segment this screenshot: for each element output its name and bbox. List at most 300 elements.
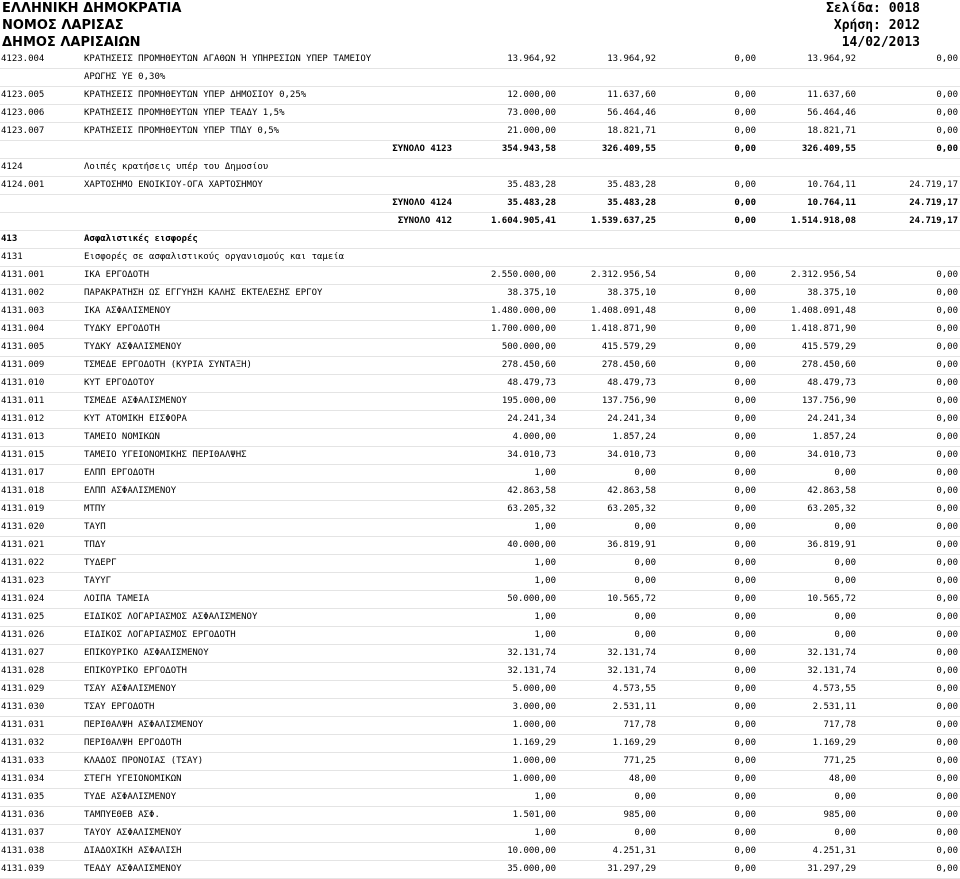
amount-certified: 1.857,24 [612, 432, 656, 442]
amount-col3: 0,00 [734, 486, 756, 496]
amount-budgeted: 21.000,00 [507, 126, 556, 136]
table-row [0, 789, 960, 807]
account-description: ΤΣΜΕΔΕ ΑΣΦΑΛΙΣΜΕΝΟΥ [84, 396, 187, 406]
amount-budgeted: 1,00 [534, 828, 556, 838]
account-description: ΤΥΔΚΥ ΑΣΦΑΛΙΣΜΕΝΟΥ [84, 342, 182, 352]
table-row [0, 699, 960, 717]
amount-paid: 1.418.871,90 [790, 324, 856, 334]
account-code: 4123.005 [1, 90, 45, 100]
amount-certified: 4.251,31 [612, 846, 656, 856]
account-code: 4131.036 [1, 810, 45, 820]
total-label: ΣΥΝΟΛΟ 4124 [392, 198, 452, 208]
amount-remaining: 0,00 [936, 684, 958, 694]
table-row [0, 591, 960, 609]
account-code: 4131.038 [1, 846, 45, 856]
amount-certified: 34.010,73 [607, 450, 656, 460]
account-code: 4131.026 [1, 630, 45, 640]
amount-certified: 18.821,71 [607, 126, 656, 136]
amount-budgeted: 1.604.905,41 [490, 216, 556, 226]
amount-col3: 0,00 [734, 774, 756, 784]
amount-remaining: 0,00 [936, 486, 958, 496]
amount-remaining: 0,00 [936, 144, 958, 154]
header-line-2 [0, 17, 960, 34]
amount-paid: 31.297,29 [807, 864, 856, 874]
amount-budgeted: 42.863,58 [507, 486, 556, 496]
table-row [0, 573, 960, 591]
amount-certified: 42.863,58 [607, 486, 656, 496]
account-code: 4131.015 [1, 450, 45, 460]
account-description: ΤΣΜΕΔΕ ΕΡΓΟΔΟΤΗ (ΚΥΡΙΑ ΣΥΝΤΑΞΗ) [84, 360, 252, 370]
amount-remaining: 24.719,17 [909, 216, 958, 226]
amount-certified: 2.312.956,54 [590, 270, 656, 280]
table-row [0, 267, 960, 285]
amount-col3: 0,00 [734, 144, 756, 154]
table-row [0, 807, 960, 825]
amount-certified: 38.375,10 [607, 288, 656, 298]
table-row [0, 681, 960, 699]
group-row [0, 159, 960, 177]
table-row [0, 771, 960, 789]
amount-budgeted: 1.169,29 [512, 738, 556, 748]
amount-certified: 1.539.637,25 [590, 216, 656, 226]
continuation-row [0, 69, 960, 87]
amount-paid: 1.514.918,08 [790, 216, 856, 226]
amount-paid: 32.131,74 [807, 648, 856, 658]
table-row [0, 105, 960, 123]
amount-paid: 48,00 [828, 774, 856, 784]
total-label: ΣΥΝΟΛΟ 4123 [392, 144, 452, 154]
table-row [0, 609, 960, 627]
table-row [0, 843, 960, 861]
account-description: ΤΑΜΕΙΟ ΝΟΜΙΚΩΝ [84, 432, 160, 442]
amount-paid: 0,00 [834, 630, 856, 640]
amount-budgeted: 35.000,00 [507, 864, 556, 874]
amount-remaining: 0,00 [936, 846, 958, 856]
account-description: ΜΤΠΥ [84, 504, 106, 514]
amount-col3: 0,00 [734, 738, 756, 748]
amount-budgeted: 50.000,00 [507, 594, 556, 604]
amount-col3: 0,00 [734, 90, 756, 100]
amount-paid: 985,00 [823, 810, 856, 820]
amount-budgeted: 1.700.000,00 [490, 324, 556, 334]
account-code: 4131.011 [1, 396, 45, 406]
amount-budgeted: 1.480.000,00 [490, 306, 556, 316]
account-description: ΕΛΠΠ ΕΡΓΟΔΟΤΗ [84, 468, 155, 478]
amount-budgeted: 1,00 [534, 558, 556, 568]
account-code: 4131.032 [1, 738, 45, 748]
amount-col3: 0,00 [734, 180, 756, 190]
account-description: ΤΑΥΠ [84, 522, 106, 532]
amount-remaining: 0,00 [936, 864, 958, 874]
account-description: ΤΠΔΥ [84, 540, 106, 550]
account-description: ΧΑΡΤΟΣΗΜΟ ΕΝΟΙΚΙΟΥ-ΟΓΑ ΧΑΡΤΟΣΗΜΟΥ [84, 180, 263, 190]
amount-budgeted: 35.483,28 [507, 180, 556, 190]
amount-col3: 0,00 [734, 54, 756, 64]
amount-col3: 0,00 [734, 504, 756, 514]
amount-certified: 985,00 [623, 810, 656, 820]
header-line-1 [0, 0, 960, 17]
amount-remaining: 0,00 [936, 720, 958, 730]
amount-remaining: 24.719,17 [909, 180, 958, 190]
amount-paid: 10.764,11 [807, 180, 856, 190]
amount-certified: 2.531,11 [612, 702, 656, 712]
table-row [0, 285, 960, 303]
amount-col3: 0,00 [734, 432, 756, 442]
amount-certified: 4.573,55 [612, 684, 656, 694]
amount-paid: 771,25 [823, 756, 856, 766]
table-row [0, 735, 960, 753]
amount-budgeted: 1,00 [534, 576, 556, 586]
amount-col3: 0,00 [734, 522, 756, 532]
amount-col3: 0,00 [734, 288, 756, 298]
amount-paid: 137.756,90 [801, 396, 856, 406]
account-code: 4131.009 [1, 360, 45, 370]
amount-paid: 56.464,46 [807, 108, 856, 118]
amount-remaining: 0,00 [936, 540, 958, 550]
account-description: ΚΡΑΤΗΣΕΙΣ ΠΡΟΜΗΘΕΥΤΩΝ ΑΓΑΘΩΝ Ή ΥΠΗΡΕΣΙΩΝ ΥΠΕΡ ΤΑΜΕΙΟΥ [84, 54, 372, 64]
table-row [0, 861, 960, 879]
section-row [0, 231, 960, 249]
amount-col3: 0,00 [734, 576, 756, 586]
amount-paid: 42.863,58 [807, 486, 856, 496]
table-row [0, 555, 960, 573]
amount-remaining: 0,00 [936, 414, 958, 424]
table-row [0, 303, 960, 321]
account-description: ΕΛΠΠ ΑΣΦΑΛΙΣΜΕΝΟΥ [84, 486, 177, 496]
amount-remaining: 0,00 [936, 396, 958, 406]
amount-col3: 0,00 [734, 558, 756, 568]
account-code: 4131.039 [1, 864, 45, 874]
account-description: ΤΑΜΕΙΟ ΥΓΕΙΟΝΟΜΙΚΗΣ ΠΕΡΙΘΑΛΨΗΣ [84, 450, 247, 460]
amount-col3: 0,00 [734, 612, 756, 622]
amount-remaining: 0,00 [936, 522, 958, 532]
amount-remaining: 0,00 [936, 666, 958, 676]
amount-paid: 4.251,31 [812, 846, 856, 856]
amount-budgeted: 73.000,00 [507, 108, 556, 118]
amount-certified: 31.297,29 [607, 864, 656, 874]
amount-certified: 32.131,74 [607, 666, 656, 676]
account-code: 4131.005 [1, 342, 45, 352]
amount-paid: 10.565,72 [807, 594, 856, 604]
account-description: ΤΥΔΕ ΑΣΦΑΛΙΣΜΕΝΟΥ [84, 792, 177, 802]
account-code: 4124 [1, 162, 23, 172]
account-description: ΠΕΡΙΘΑΛΨΗ ΑΣΦΑΛΙΣΜΕΝΟΥ [84, 720, 204, 730]
amount-budgeted: 1,00 [534, 522, 556, 532]
amount-col3: 0,00 [734, 108, 756, 118]
amount-certified: 1.418.871,90 [590, 324, 656, 334]
table-row [0, 519, 960, 537]
amount-certified: 48.479,73 [607, 378, 656, 388]
account-code: 4131.017 [1, 468, 45, 478]
table-row [0, 465, 960, 483]
amount-budgeted: 63.205,32 [507, 504, 556, 514]
account-description: ΕΠΙΚΟΥΡΙΚΟ ΕΡΓΟΔΟΤΗ [84, 666, 187, 676]
amount-budgeted: 4.000,00 [512, 432, 556, 442]
amount-remaining: 0,00 [936, 324, 958, 334]
account-description: ΕΙΔΙΚΟΣ ΛΟΓΑΡΙΑΣΜΟΣ ΑΣΦΑΛΙΣΜΕΝΟΥ [84, 612, 258, 622]
amount-col3: 0,00 [734, 630, 756, 640]
amount-paid: 0,00 [834, 468, 856, 478]
report-date: 14/02/2013 [841, 35, 920, 50]
amount-col3: 0,00 [734, 864, 756, 874]
amount-budgeted: 1,00 [534, 612, 556, 622]
amount-paid: 34.010,73 [807, 450, 856, 460]
fiscal-year: Χρήση: 2012 [833, 18, 920, 33]
table-row [0, 51, 960, 69]
amount-paid: 63.205,32 [807, 504, 856, 514]
header-country: ΕΛΛΗΝΙΚΗ ΔΗΜΟΚΡΑΤΙΑ [2, 1, 182, 16]
amount-certified: 1.169,29 [612, 738, 656, 748]
amount-certified: 326.409,55 [601, 144, 656, 154]
amount-certified: 32.131,74 [607, 648, 656, 658]
table-row [0, 375, 960, 393]
amount-remaining: 0,00 [936, 108, 958, 118]
account-code: 4131.019 [1, 504, 45, 514]
amount-certified: 56.464,46 [607, 108, 656, 118]
amount-paid: 24.241,34 [807, 414, 856, 424]
account-code: 4131.025 [1, 612, 45, 622]
amount-budgeted: 32.131,74 [507, 648, 556, 658]
account-description: ΤΥΔΚΥ ΕΡΓΟΔΟΤΗ [84, 324, 160, 334]
amount-budgeted: 24.241,34 [507, 414, 556, 424]
amount-paid: 4.573,55 [812, 684, 856, 694]
amount-certified: 717,78 [623, 720, 656, 730]
amount-paid: 10.764,11 [807, 198, 856, 208]
amount-col3: 0,00 [734, 396, 756, 406]
account-code: 4131.028 [1, 666, 45, 676]
total-row [0, 195, 960, 213]
account-description: ΙΚΑ ΑΣΦΑΛΙΣΜΕΝΟΥ [84, 306, 171, 316]
account-description: ΤΕΑΔΥ ΑΣΦΑΛΙΣΜΕΝΟΥ [84, 864, 182, 874]
account-code: 4131.012 [1, 414, 45, 424]
table-row [0, 123, 960, 141]
account-description: ΤΥΔΕΡΓ [84, 558, 117, 568]
account-description: ΤΑΥΥΓ [84, 576, 112, 586]
amount-certified: 13.964,92 [607, 54, 656, 64]
amount-remaining: 0,00 [936, 738, 958, 748]
amount-budgeted: 2.550.000,00 [490, 270, 556, 280]
amount-remaining: 0,00 [936, 774, 958, 784]
account-description: ΚΥΤ ΑΤΟΜΙΚΗ ΕΙΣΦΟΡΑ [84, 414, 187, 424]
table-row [0, 321, 960, 339]
amount-paid: 1.169,29 [812, 738, 856, 748]
amount-remaining: 0,00 [936, 270, 958, 280]
amount-budgeted: 48.479,73 [507, 378, 556, 388]
table-row [0, 537, 960, 555]
amount-col3: 0,00 [734, 216, 756, 226]
header-prefecture: ΝΟΜΟΣ ΛΑΡΙΣΑΣ [2, 18, 124, 33]
amount-col3: 0,00 [734, 702, 756, 712]
header-line-3 [0, 34, 960, 51]
account-code: 4131.034 [1, 774, 45, 784]
amount-remaining: 0,00 [936, 90, 958, 100]
amount-budgeted: 1.000,00 [512, 774, 556, 784]
amount-remaining: 24.719,17 [909, 198, 958, 208]
amount-col3: 0,00 [734, 594, 756, 604]
amount-remaining: 0,00 [936, 792, 958, 802]
account-code: 4131.037 [1, 828, 45, 838]
amount-budgeted: 12.000,00 [507, 90, 556, 100]
account-description: ΕΠΙΚΟΥΡΙΚΟ ΑΣΦΑΛΙΣΜΕΝΟΥ [84, 648, 209, 658]
amount-remaining: 0,00 [936, 810, 958, 820]
amount-certified: 0,00 [634, 828, 656, 838]
account-description: ΚΥΤ ΕΡΓΟΔΟΤΟΥ [84, 378, 155, 388]
amount-certified: 137.756,90 [601, 396, 656, 406]
account-code: 413 [1, 234, 18, 244]
amount-col3: 0,00 [734, 450, 756, 460]
amount-paid: 0,00 [834, 558, 856, 568]
amount-certified: 0,00 [634, 522, 656, 532]
total-row [0, 141, 960, 159]
account-description: Λοιπές κρατήσεις υπέρ του Δημοσίου [84, 162, 269, 172]
account-description: Εισφορές σε ασφαλιστικούς οργανισμούς και ταμεία [84, 252, 345, 262]
amount-paid: 13.964,92 [807, 54, 856, 64]
account-description: ΠΑΡΑΚΡΑΤΗΣΗ ΩΣ ΕΓΓΥΗΣΗ ΚΑΛΗΣ ΕΚΤΕΛΕΣΗΣ ΕΡΓΟΥ [84, 288, 323, 298]
account-code: 4131.029 [1, 684, 45, 694]
account-code: 4131.023 [1, 576, 45, 586]
amount-remaining: 0,00 [936, 756, 958, 766]
account-code: 4131.010 [1, 378, 45, 388]
amount-budgeted: 5.000,00 [512, 684, 556, 694]
amount-certified: 63.205,32 [607, 504, 656, 514]
table-row [0, 411, 960, 429]
amount-remaining: 0,00 [936, 288, 958, 298]
amount-col3: 0,00 [734, 378, 756, 388]
account-code: 4123.007 [1, 126, 45, 136]
table-row [0, 447, 960, 465]
header-municipality: ΔΗΜΟΣ ΛΑΡΙΣΑΙΩΝ [2, 35, 141, 50]
amount-remaining: 0,00 [936, 558, 958, 568]
amount-paid: 278.450,60 [801, 360, 856, 370]
amount-remaining: 0,00 [936, 630, 958, 640]
account-code: 4131.021 [1, 540, 45, 550]
amount-budgeted: 1,00 [534, 468, 556, 478]
account-code: 4131.001 [1, 270, 45, 280]
amount-budgeted: 10.000,00 [507, 846, 556, 856]
amount-remaining: 0,00 [936, 576, 958, 586]
table-row [0, 483, 960, 501]
amount-budgeted: 34.010,73 [507, 450, 556, 460]
account-description: ΚΛΑΔΟΣ ΠΡΟΝΟΙΑΣ (ΤΣΑΥ) [84, 756, 204, 766]
account-description: ΕΙΔΙΚΟΣ ΛΟΓΑΡΙΑΣΜΟΣ ΕΡΓΟΔΟΤΗ [84, 630, 236, 640]
amount-remaining: 0,00 [936, 378, 958, 388]
table-row [0, 627, 960, 645]
group-row [0, 249, 960, 267]
account-code: 4131.004 [1, 324, 45, 334]
amount-certified: 0,00 [634, 468, 656, 478]
amount-col3: 0,00 [734, 684, 756, 694]
amount-col3: 0,00 [734, 468, 756, 478]
amount-paid: 2.531,11 [812, 702, 856, 712]
account-code: 4131.031 [1, 720, 45, 730]
account-code: 4131.024 [1, 594, 45, 604]
table-row [0, 501, 960, 519]
account-description: ΙΚΑ ΕΡΓΟΔΟΤΗ [84, 270, 150, 280]
amount-col3: 0,00 [734, 306, 756, 316]
account-description: ΤΣΑΥ ΑΣΦΑΛΙΣΜΕΝΟΥ [84, 684, 177, 694]
account-code: 4131 [1, 252, 23, 262]
amount-paid: 2.312.956,54 [790, 270, 856, 280]
account-description: ΔΙΑΔΟΧΙΚΗ ΑΣΦΑΛΙΣΗ [84, 846, 182, 856]
page-number: Σελίδα: 0018 [826, 1, 920, 16]
amount-col3: 0,00 [734, 342, 756, 352]
amount-budgeted: 1,00 [534, 792, 556, 802]
account-code: 4123.006 [1, 108, 45, 118]
amount-col3: 0,00 [734, 270, 756, 280]
amount-col3: 0,00 [734, 792, 756, 802]
account-description: ΠΕΡΙΘΑΛΨΗ ΕΡΓΟΔΟΤΗ [84, 738, 182, 748]
account-description: ΤΑΥΟΥ ΑΣΦΑΛΙΣΜΕΝΟΥ [84, 828, 182, 838]
total-label: ΣΥΝΟΛΟ 412 [397, 216, 452, 226]
amount-paid: 11.637,60 [807, 90, 856, 100]
amount-paid: 18.821,71 [807, 126, 856, 136]
total-row [0, 213, 960, 231]
account-code: 4131.002 [1, 288, 45, 298]
amount-remaining: 0,00 [936, 612, 958, 622]
amount-remaining: 0,00 [936, 450, 958, 460]
amount-paid: 1.408.091,48 [790, 306, 856, 316]
amount-budgeted: 1.501,00 [512, 810, 556, 820]
amount-budgeted: 195.000,00 [501, 396, 556, 406]
amount-paid: 0,00 [834, 576, 856, 586]
account-description: ΚΡΑΤΗΣΕΙΣ ΠΡΟΜΗΘΕΥΤΩΝ ΥΠΕΡ ΔΗΜΟΣΙΟΥ 0,25% [84, 90, 307, 100]
account-code: 4131.003 [1, 306, 45, 316]
table-row [0, 645, 960, 663]
amount-col3: 0,00 [734, 360, 756, 370]
account-code: 4131.013 [1, 432, 45, 442]
account-code: 4131.018 [1, 486, 45, 496]
amount-certified: 0,00 [634, 612, 656, 622]
account-code: 4124.001 [1, 180, 45, 190]
account-code: 4131.022 [1, 558, 45, 568]
amount-col3: 0,00 [734, 810, 756, 820]
account-description: ΤΑΜΠΥΕΘΕΒ ΑΣΦ. [84, 810, 160, 820]
amount-certified: 24.241,34 [607, 414, 656, 424]
table-row [0, 177, 960, 195]
account-description: ΑΡΩΓΗΣ ΥΕ 0,30% [84, 72, 166, 82]
amount-col3: 0,00 [734, 126, 756, 136]
amount-certified: 415.579,29 [601, 342, 656, 352]
amount-col3: 0,00 [734, 756, 756, 766]
amount-certified: 0,00 [634, 558, 656, 568]
account-description: ΣΤΕΓΗ ΥΓΕΙΟΝΟΜΙΚΩΝ [84, 774, 182, 784]
amount-budgeted: 278.450,60 [501, 360, 556, 370]
amount-certified: 35.483,28 [607, 198, 656, 208]
amount-budgeted: 32.131,74 [507, 666, 556, 676]
amount-budgeted: 1,00 [534, 630, 556, 640]
amount-paid: 36.819,91 [807, 540, 856, 550]
amount-remaining: 0,00 [936, 702, 958, 712]
amount-col3: 0,00 [734, 720, 756, 730]
account-code: 4131.035 [1, 792, 45, 802]
amount-budgeted: 500.000,00 [501, 342, 556, 352]
amount-remaining: 0,00 [936, 54, 958, 64]
table-row [0, 717, 960, 735]
account-code: 4131.020 [1, 522, 45, 532]
amount-certified: 0,00 [634, 576, 656, 586]
amount-paid: 326.409,55 [801, 144, 856, 154]
amount-col3: 0,00 [734, 414, 756, 424]
amount-certified: 0,00 [634, 630, 656, 640]
account-description: ΤΣΑΥ ΕΡΓΟΔΟΤΗ [84, 702, 155, 712]
amount-paid: 0,00 [834, 522, 856, 532]
amount-certified: 48,00 [628, 774, 656, 784]
amount-remaining: 0,00 [936, 594, 958, 604]
table-row [0, 393, 960, 411]
amount-remaining: 0,00 [936, 432, 958, 442]
amount-certified: 35.483,28 [607, 180, 656, 190]
table-row [0, 87, 960, 105]
